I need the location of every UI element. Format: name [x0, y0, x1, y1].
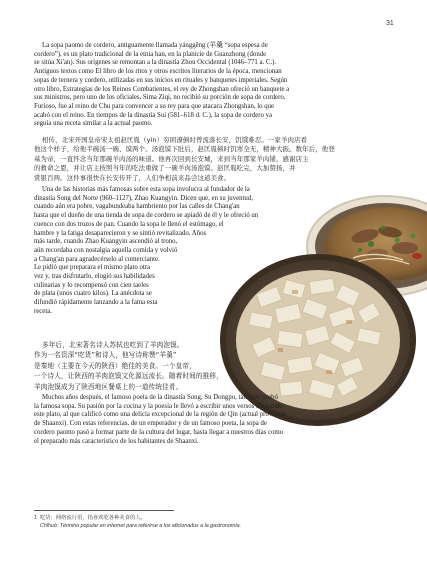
- line: Antiguos textos como El libro de los ritos y otros escritos literarios de la época, mencionan: [34, 68, 282, 76]
- line: difundió rápidamente lanzando a la fama esta: [34, 299, 158, 307]
- line: culinarias y lo recompensó con cien taeles: [34, 281, 149, 289]
- line: 赏银百两。这件事很快在长安传开了，人们争相前来品尝这道美食。: [34, 173, 231, 182]
- line: este plato, al que calificó como una delicia excepcional de la región de Qin (actual provincia: [34, 411, 286, 419]
- paragraph-1: [34, 42, 390, 129]
- footnote-marker: 1: [34, 515, 37, 521]
- footnote-divider: [34, 510, 174, 511]
- line: dinastía Song del Norte (960–1127), Zhao Kuangyin. Dicen que, en su juventud,: [34, 194, 253, 202]
- line: vez y, tras disfrutarlo, elogió sus habilidades: [34, 273, 155, 281]
- line: se sitúa Xi'an). Sus orígenes se remontan a la dinastía Zhou Occidental (1046–771 a. C.).: [34, 59, 277, 67]
- line: acabó con el reino. En tiempos de la dinastía Sui (581–618 d. C.), la sopa de cordero ya: [34, 111, 273, 119]
- line: cuando aún era pobre, vagabundeaba hambriento por las calles de Chang'an: [34, 203, 240, 211]
- line: La sopa paomo de cordero, antiguamente llamada yánggēng (羊羹 “sopa espesa de: [42, 42, 268, 49]
- line: hambre y la fatiga desaparecieron y se sintió revitalizado. Años: [34, 229, 207, 237]
- line: cuenco con dos trozos de pan. Cuando la sopa le llenó el estómago, el: [34, 220, 224, 228]
- line: 他这个样子，给他半碗汤一碗、馍两个。汤泡馍下肚后，赵匡胤顿时饥寒全无，精神大振。数年后，他登: [34, 145, 335, 154]
- paragraph-1-text: [34, 42, 390, 129]
- line: sus ministros, pero uno de los oficiales, Sima Ziqi, no recibió su porción de sopa de cordero.: [34, 94, 286, 102]
- line: de Shaanxi). Con estas referencias, de un emperador y de un famoso poeta, la sopa de: [34, 420, 267, 428]
- line: Muchos años después, el famoso poeta de la dinastía Song, Su Dongpo, también probó: [42, 394, 278, 401]
- paragraph-5: [34, 394, 390, 446]
- line: 羊肉泡馍成为了陕西地区餐桌上的一道传统佳肴。: [34, 382, 183, 391]
- line: 是秦地（主要在今天的陕西）绝佳的美食。一个皇帝，: [34, 361, 196, 370]
- line: 的救命之恩，并让店主按照当年的吃法重做了一碗羊肉汤泡馍。赵匡胤吃完，大加赞扬，并: [34, 164, 296, 173]
- line: Una de las historias más famosas sobre esta sopa involucra al fundador de la: [42, 186, 250, 193]
- paragraph-2-chinese: [34, 136, 390, 183]
- line: Furioso, fue al reino de Chu para convencer a su rey para que atacara Zhongshan, lo que: [34, 102, 275, 110]
- line: de plata (unos cuatro kilos). La anécdota se: [34, 290, 152, 298]
- line: el preparado más característico de los habitantes de Shaanxi.: [34, 437, 199, 445]
- line: 作为一名资深“吃货”和诗人，他写诗称赞“羊羹”: [34, 351, 177, 360]
- line: más tarde, cuando Zhao Kuangyin ascendió al trono,: [34, 238, 178, 246]
- line: seguía una receta similar a la actual paomo.: [34, 120, 153, 128]
- paragraph-3: [34, 186, 334, 317]
- line: hasta que el dueño de una tienda de sopa de cordero se apiadó de él y le ofreció un: [34, 212, 259, 220]
- line: cordero paomo pasó a formar parte de la cultura del lugar, hasta llegar a nuestros días como: [34, 428, 284, 436]
- line: 基为帝，一直怀念当年那碗羊肉汤的味道。他再次回到长安城，来到当年那家羊肉铺，感谢店主: [34, 154, 309, 163]
- line: otro libro, Estrategias de los Reinos Combatientes, el rey de Zhongshan ofreció un banquete a: [34, 85, 290, 93]
- line: 多年后，北宋著名诗人苏轼也吃到了羊肉泡馍。: [42, 341, 184, 349]
- line: aún recordaba con nostalgia aquella comida y volvió: [34, 246, 178, 254]
- line: 一个诗人，让陕西的羊肉泡馍文化源远流长。随着时间的推移，: [34, 372, 223, 381]
- line: la famosa sopa. Su pasión por la cocina y la poesía le llevó a escribir unos versos elogiando: [34, 402, 283, 410]
- line: a Chang'an para agradecérselo al comerciante.: [34, 255, 160, 263]
- footnote-chinese: [34, 515, 146, 522]
- line: cordero”), es un plato tradicional de la etnia han, en la planicie de Guanzhong (donde: [34, 50, 267, 58]
- line: receta.: [34, 307, 52, 315]
- footnote-chinese-text: 吃货：网络流行语，指喜欢吃各种美食的人。: [39, 515, 146, 521]
- paragraph-4-chinese: [34, 340, 304, 392]
- line: 相传，北宋开国皇帝宋太祖赵匡胤（yìn）穷困潦倒时曾流落长安，饥饿难忍。一家羊肉店看: [42, 136, 308, 144]
- footnote-spanish: Chīhuò: Término popular en internet para referirse a los aficionados a la gastronomía.: [40, 523, 242, 529]
- line: sopas de ternera y cordero, utilizadas en sus inicios en rituales y banquetes imperiales. Según: [34, 76, 288, 84]
- page-number: 31: [386, 20, 394, 27]
- line: Le pidió que preparara el mismo plato otra: [34, 264, 151, 272]
